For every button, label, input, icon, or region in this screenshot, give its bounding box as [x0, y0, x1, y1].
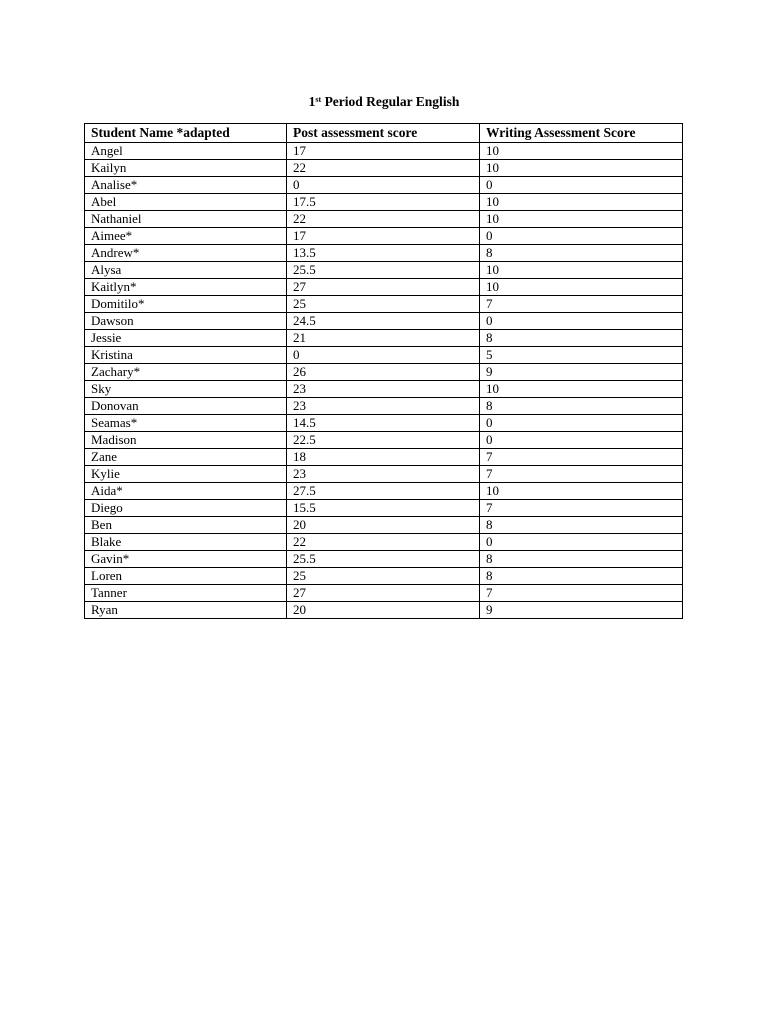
cell-post-assessment-score: 20	[287, 602, 480, 619]
table-row	[85, 194, 683, 211]
cell-student-name: Aimee*	[85, 228, 287, 245]
table-header-row	[85, 124, 683, 143]
title-ordinal-suffix: st	[315, 95, 322, 104]
cell-writing-assessment-score: 10	[480, 483, 683, 500]
cell-post-assessment-score: 22.5	[287, 432, 480, 449]
cell-post-assessment-score: 26	[287, 364, 480, 381]
cell-student-name: Blake	[85, 534, 287, 551]
table-row	[85, 602, 683, 619]
table-row	[85, 296, 683, 313]
cell-writing-assessment-score: 0	[480, 534, 683, 551]
cell-post-assessment-score: 27.5	[287, 483, 480, 500]
cell-student-name: Ryan	[85, 602, 287, 619]
cell-post-assessment-score: 0	[287, 347, 480, 364]
cell-writing-assessment-score: 10	[480, 279, 683, 296]
cell-writing-assessment-score: 8	[480, 551, 683, 568]
cell-writing-assessment-score: 7	[480, 466, 683, 483]
table-row	[85, 330, 683, 347]
cell-post-assessment-score: 22	[287, 534, 480, 551]
table-row	[85, 177, 683, 194]
table-row	[85, 262, 683, 279]
cell-student-name: Abel	[85, 194, 287, 211]
cell-post-assessment-score: 23	[287, 466, 480, 483]
table-row	[85, 517, 683, 534]
table-row	[85, 551, 683, 568]
cell-student-name: Andrew*	[85, 245, 287, 262]
table-row	[85, 568, 683, 585]
table-row	[85, 160, 683, 177]
cell-writing-assessment-score: 10	[480, 143, 683, 160]
cell-post-assessment-score: 23	[287, 381, 480, 398]
cell-student-name: Analise*	[85, 177, 287, 194]
cell-student-name: Kristina	[85, 347, 287, 364]
table-row	[85, 483, 683, 500]
cell-writing-assessment-score: 0	[480, 177, 683, 194]
cell-student-name: Zane	[85, 449, 287, 466]
cell-post-assessment-score: 15.5	[287, 500, 480, 517]
cell-writing-assessment-score: 10	[480, 194, 683, 211]
header-post-assessment-score: Post assessment score	[287, 124, 480, 143]
table-row	[85, 534, 683, 551]
cell-writing-assessment-score: 10	[480, 160, 683, 177]
cell-writing-assessment-score: 0	[480, 313, 683, 330]
table-row	[85, 143, 683, 160]
header-writing-assessment-score: Writing Assessment Score	[480, 124, 683, 143]
cell-writing-assessment-score: 9	[480, 364, 683, 381]
cell-post-assessment-score: 22	[287, 160, 480, 177]
table-row	[85, 347, 683, 364]
table-row	[85, 585, 683, 602]
title-number: 1	[308, 94, 316, 109]
cell-student-name: Jessie	[85, 330, 287, 347]
cell-post-assessment-score: 14.5	[287, 415, 480, 432]
cell-writing-assessment-score: 8	[480, 568, 683, 585]
cell-writing-assessment-score: 0	[480, 415, 683, 432]
cell-student-name: Dawson	[85, 313, 287, 330]
cell-post-assessment-score: 27	[287, 279, 480, 296]
header-student-name: Student Name *adapted	[85, 124, 287, 143]
cell-student-name: Gavin*	[85, 551, 287, 568]
cell-writing-assessment-score: 9	[480, 602, 683, 619]
cell-writing-assessment-score: 10	[480, 381, 683, 398]
cell-student-name: Tanner	[85, 585, 287, 602]
table-row	[85, 500, 683, 517]
cell-post-assessment-score: 13.5	[287, 245, 480, 262]
cell-writing-assessment-score: 10	[480, 262, 683, 279]
table-row	[85, 432, 683, 449]
cell-student-name: Sky	[85, 381, 287, 398]
cell-student-name: Diego	[85, 500, 287, 517]
cell-writing-assessment-score: 8	[480, 398, 683, 415]
cell-student-name: Angel	[85, 143, 287, 160]
cell-student-name: Loren	[85, 568, 287, 585]
cell-student-name: Kylie	[85, 466, 287, 483]
cell-post-assessment-score: 21	[287, 330, 480, 347]
cell-writing-assessment-score: 8	[480, 245, 683, 262]
cell-student-name: Madison	[85, 432, 287, 449]
cell-post-assessment-score: 25.5	[287, 262, 480, 279]
scores-table	[84, 123, 683, 619]
cell-writing-assessment-score: 7	[480, 296, 683, 313]
cell-writing-assessment-score: 7	[480, 500, 683, 517]
cell-writing-assessment-score: 10	[480, 211, 683, 228]
title-text: Period Regular English	[321, 94, 460, 109]
cell-post-assessment-score: 27	[287, 585, 480, 602]
cell-student-name: Domitilo*	[85, 296, 287, 313]
cell-post-assessment-score: 0	[287, 177, 480, 194]
cell-post-assessment-score: 25.5	[287, 551, 480, 568]
cell-post-assessment-score: 24.5	[287, 313, 480, 330]
table-row	[85, 313, 683, 330]
cell-post-assessment-score: 17.5	[287, 194, 480, 211]
cell-student-name: Kailyn	[85, 160, 287, 177]
cell-writing-assessment-score: 7	[480, 585, 683, 602]
cell-student-name: Kaitlyn*	[85, 279, 287, 296]
table-row	[85, 415, 683, 432]
table-row	[85, 245, 683, 262]
cell-student-name: Seamas*	[85, 415, 287, 432]
table-row	[85, 211, 683, 228]
page-title	[0, 92, 768, 112]
table-row	[85, 279, 683, 296]
cell-student-name: Alysa	[85, 262, 287, 279]
cell-student-name: Aida*	[85, 483, 287, 500]
table-row	[85, 398, 683, 415]
cell-writing-assessment-score: 0	[480, 432, 683, 449]
cell-post-assessment-score: 20	[287, 517, 480, 534]
cell-post-assessment-score: 23	[287, 398, 480, 415]
table-body	[85, 143, 683, 619]
cell-post-assessment-score: 22	[287, 211, 480, 228]
cell-writing-assessment-score: 7	[480, 449, 683, 466]
table-row	[85, 449, 683, 466]
table-row	[85, 381, 683, 398]
cell-student-name: Nathaniel	[85, 211, 287, 228]
cell-post-assessment-score: 25	[287, 568, 480, 585]
cell-post-assessment-score: 17	[287, 228, 480, 245]
cell-writing-assessment-score: 0	[480, 228, 683, 245]
cell-writing-assessment-score: 8	[480, 517, 683, 534]
cell-student-name: Donovan	[85, 398, 287, 415]
table-row	[85, 228, 683, 245]
cell-post-assessment-score: 17	[287, 143, 480, 160]
cell-student-name: Ben	[85, 517, 287, 534]
cell-writing-assessment-score: 8	[480, 330, 683, 347]
cell-writing-assessment-score: 5	[480, 347, 683, 364]
cell-post-assessment-score: 25	[287, 296, 480, 313]
cell-post-assessment-score: 18	[287, 449, 480, 466]
cell-student-name: Zachary*	[85, 364, 287, 381]
table-row	[85, 364, 683, 381]
table-row	[85, 466, 683, 483]
